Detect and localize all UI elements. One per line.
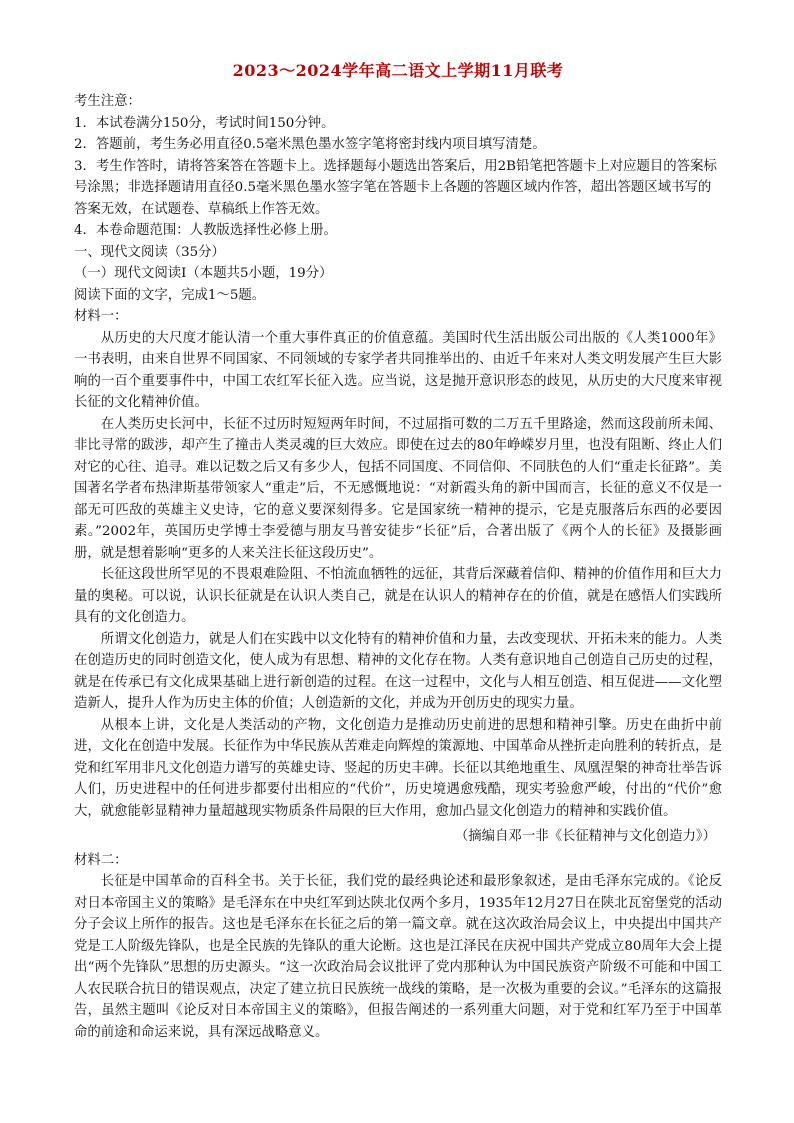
exam-title: 2023～2024学年高二语文上学期11月联考 (232, 61, 564, 80)
material2-paragraph: 长征是中国革命的百科全书。关于长征，我们党的最经典论述和最形象叙述，是由毛泽东完成的。《论反对日本帝国主义的策略》是毛泽东在中央红军到达陕北仅两个多月，1935年12月27日在陕北瓦窑堡党的活动分子会议上所作的报告。这也是毛泽东在长征之后的第一篇文章。就在这次政治局会议上，中央提出中国共产党是工人阶级先锋队，也是全民族的先锋队的重大论断。这也是江泽民在庆祝中国共产党成立80周年大会上提出“两个先锋队”思想的历史源头。“这一次政治局会议批评了党内那种认为中国民族资产阶级不可能和中国工人农民联合抗日的错误观点，决定了建立抗日民族统一战线的策略，是一次极为重要的会议。”毛泽东的这篇报告，虽然主题叫《论反对日本帝国主义的策略》，但报告阐述的一系列重大问题，对于党和红军乃至于中国革命的前途和命运来说，具有深远战略意义。 (74, 874, 722, 1040)
material1-paragraph: 长征这段世所罕见的不畏艰难险阻、不怕流血牺牲的远征，其背后深藏着信仰、精神的价值作用和巨大力量的奥秘。可以说，认识长征就是在认识人类自己，就是在认识人的精神存在的价值，就是在感悟人们实践所具有的文化创造力。 (74, 567, 722, 625)
material1-paragraph: 所谓文化创造力，就是人们在实践中以文化特有的精神价值和力量，去改变现状、开拓未来的能力。人类在创造历史的同时创造文化，使人成为有思想、精神的文化存在物。人类有意识地自己创造自己历史的过程，就是在传承已有文化成果基础上进行新创造的过程。在这一过程中，文化与人相互创造、相互促进——文化塑造新人，提升人作为历史主体的价值；人创造新的文化，并成为开创历史的现实力量。 (74, 631, 722, 711)
notice-item: 3．考生作答时，请将答案答在答题卡上。选择题每小题选出答案后，用2B铅笔把答题卡上对应题目的答案标号涂黑；非选择题请用直径0.5毫米黑色墨水签字笔在答题卡上各题的答题区域内作答，超出答题区域书写的答案无效，在试题卷、草稿纸上作答无效。 (74, 158, 717, 217)
notice-item: 4．本卷命题范围：人教版选择性必修上册。 (74, 223, 337, 238)
section-instruction: 阅读下面的文字，完成1～5题。 (74, 287, 266, 303)
material1-label: 材料一： (74, 309, 128, 324)
exam-page (74, 58, 722, 1043)
material1-paragraph: 在人类历史长河中，长征不过历时短短两年时间，不过屈指可数的二万五千里路途，然而这段前所未闻、非比寻常的跋涉，却产生了撞击人类灵魂的巨大效应。即使在过去的80年峥嵘岁月里，也没有阻断、终止人们对它的心往、追寻。难以记数之后又有多少人，包括不同国度、不同信仰、不同肤色的人们“重走长征路”。美国著名学者布热津斯基带领家人“重走”后，不无感慨地说：“对新霞头角的新中国而言，长征的意义不仅是一部无可匹敌的英雄主义史诗，它的意义要深刻得多。它是国家统一精神的提示，它是克服落后东西的必要因素。”2002年，英国历史学博士李爱德与朋友马普安徒步“长征”后，合著出版了《两个人的长征》及摄影画册，就是想着影响“更多的人来关注长征这段历史”。 (74, 416, 722, 561)
notice-item: 1．本试卷满分150分，考试时间150分钟。 (74, 115, 335, 131)
section-subheading: （一）现代文阅读Ⅰ（本题共5小题，19分） (74, 266, 333, 281)
material1-paragraph: 从根本上讲，文化是人类活动的产物，文化创造力是推动历史前进的思想和精神引擎。历史在曲折中前进，文化在创造中发展。长征作为中华民族从苦难走向辉煌的策源地、中国革命从挫折走向胜利的转折点，是党和红军用非凡文化创造力谱写的英雄史诗、竖起的历史丰碑。长征以其绝地重生、凤凰涅槃的神奇壮举告诉人们，历史进程中的任何进步都要付出相应的“代价”，历史境遇愈残酷，现实考验愈严峻，付出的“代价”愈大，就愈能彰显精神力量超越现实物质条件局限的巨大作用，愈加凸显文化创造力的精神和实践价值。 (74, 717, 722, 819)
material1-paragraph: 从历史的大尺度才能认清一个重大事件真正的价值意蕴。美国时代生活出版公司出版的《人类1000年》一书表明，由来自世界不同国家、不同领域的专家学者共同推举出的、由近千年来对人类文明发展产生巨大影响的一百个重要事件中，中国工农红军长征入选。应当说，这是抛开意识形态的歧见，从历史的大尺度来审视长征的文化精神价值。 (74, 330, 722, 410)
material2-label: 材料二： (74, 852, 128, 868)
section-heading: 一、现代文阅读（35分） (74, 244, 225, 260)
material1-source: （摘编自邓一非《长征精神与文化创造力》） (454, 829, 716, 844)
notice-item: 2．答题前，考生务必用直径0.5毫米黑色墨水签字笔将密封线内项目填写清楚。 (74, 137, 546, 152)
notice-heading: 考生注意： (74, 94, 141, 109)
